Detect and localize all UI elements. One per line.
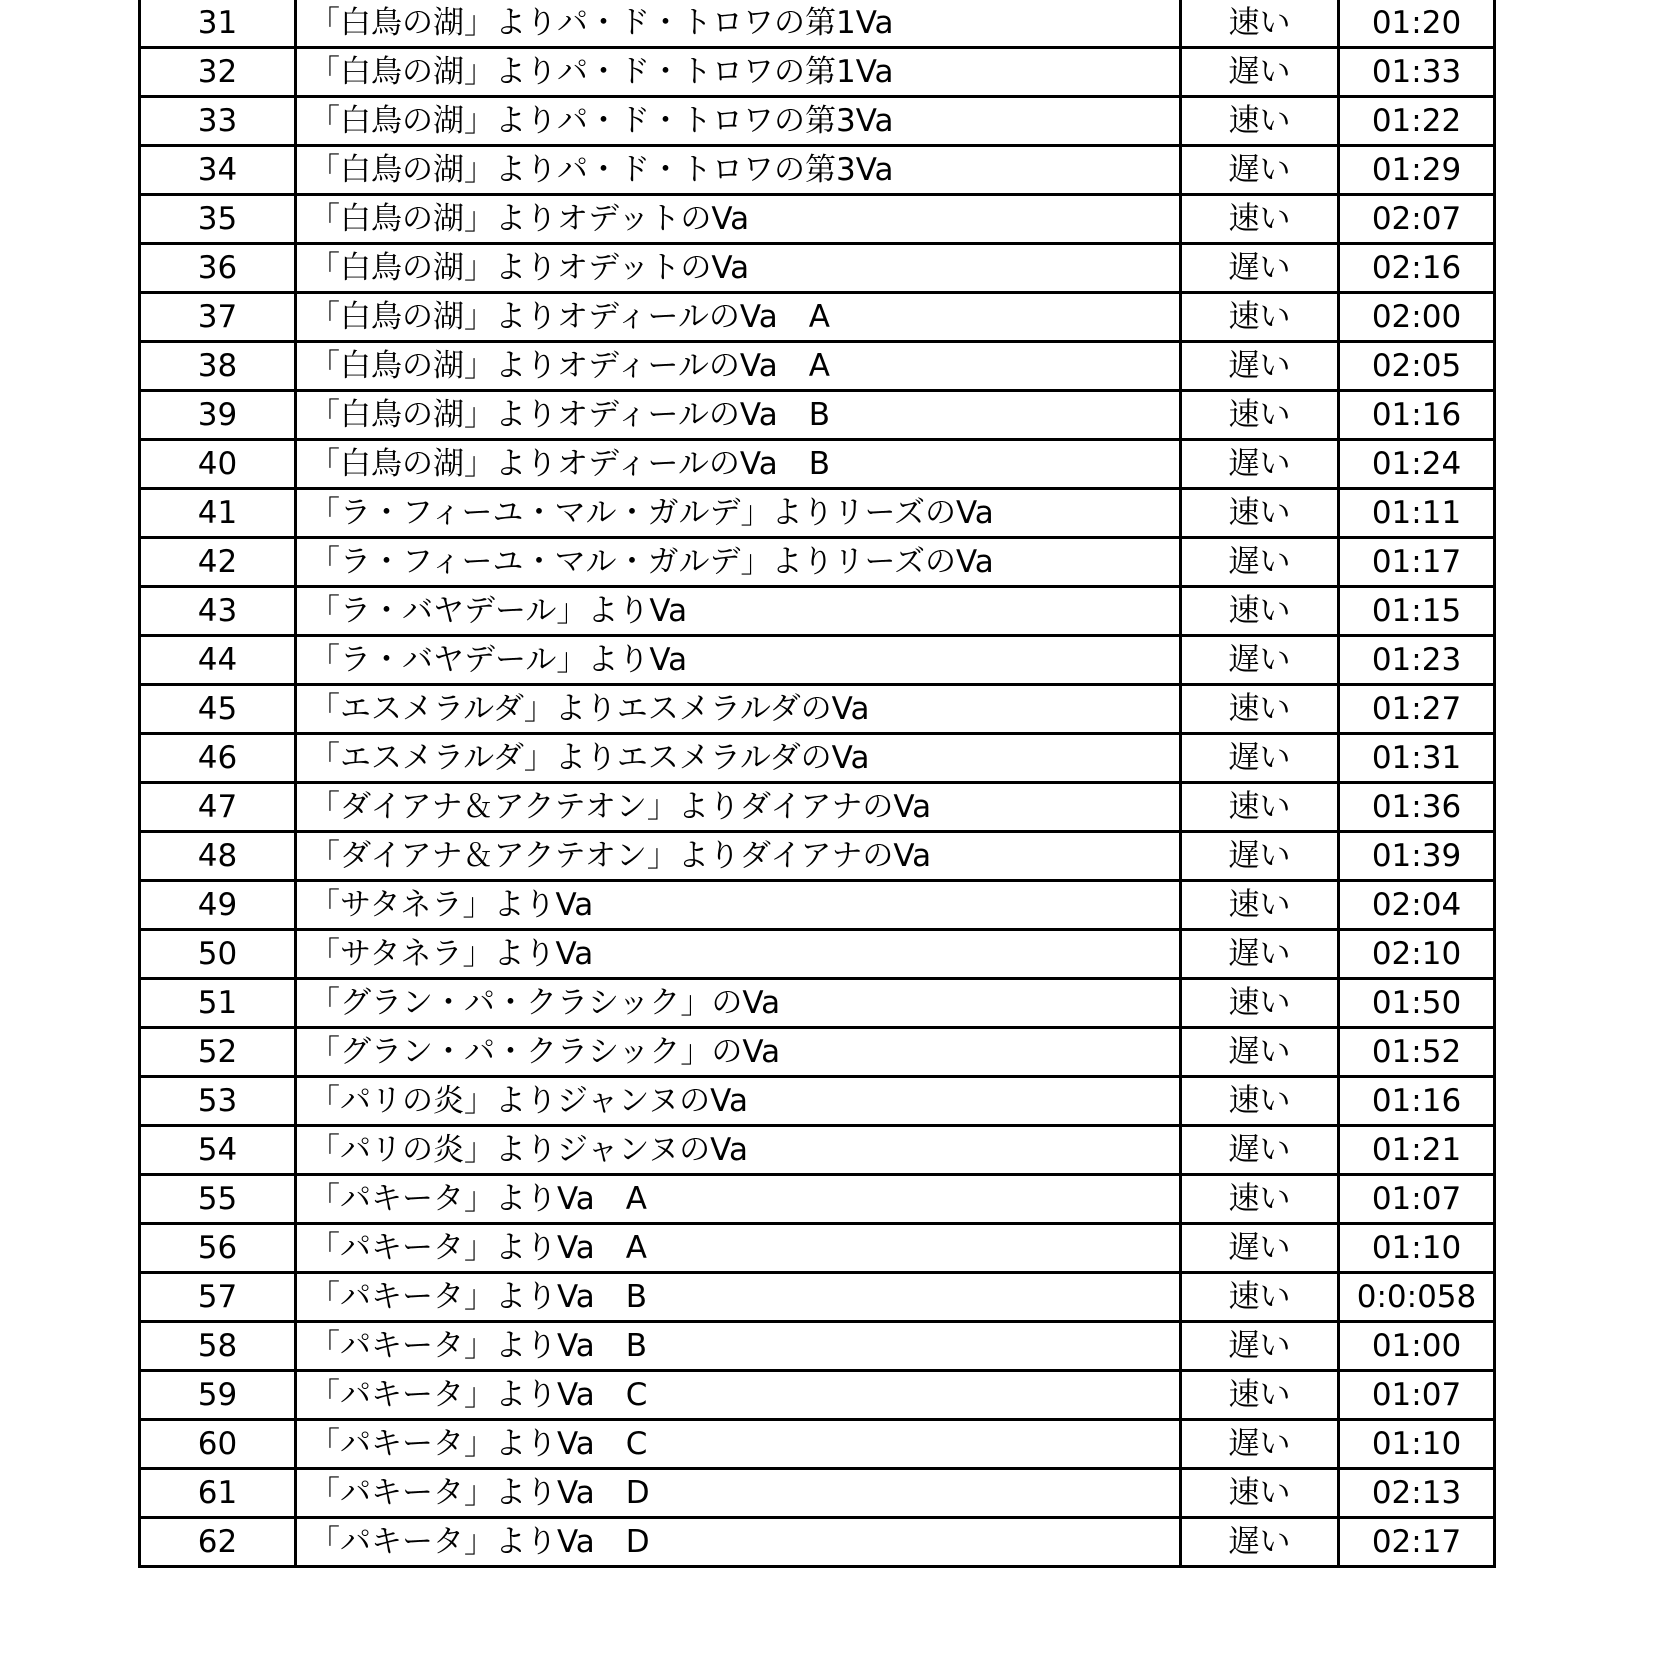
duration: 01:50 xyxy=(1339,979,1495,1028)
table-row xyxy=(140,1420,1495,1469)
duration: 01:07 xyxy=(1339,1371,1495,1420)
duration: 01:20 xyxy=(1339,0,1495,48)
table-row xyxy=(140,1469,1495,1518)
table-row xyxy=(140,636,1495,685)
duration: 01:24 xyxy=(1339,440,1495,489)
track-title: 「グラン・パ・クラシック」のVa xyxy=(296,979,1181,1028)
track-title: 「ラ・バヤデール」よりVa xyxy=(296,636,1181,685)
table-row xyxy=(140,0,1495,48)
track-title: 「ダイアナ＆アクテオン」よりダイアナのVa xyxy=(296,832,1181,881)
table-row xyxy=(140,1518,1495,1567)
track-title: 「ラ・バヤデール」よりVa xyxy=(296,587,1181,636)
table-row xyxy=(140,146,1495,195)
tempo-label: 遅い xyxy=(1181,440,1339,489)
track-number: 40 xyxy=(140,440,296,489)
table-row xyxy=(140,48,1495,97)
table-row xyxy=(140,293,1495,342)
table-row xyxy=(140,538,1495,587)
track-number: 36 xyxy=(140,244,296,293)
tempo-label: 速い xyxy=(1181,293,1339,342)
table-row xyxy=(140,832,1495,881)
table-row xyxy=(140,1126,1495,1175)
track-number: 38 xyxy=(140,342,296,391)
track-title: 「パキータ」よりVa D xyxy=(296,1469,1181,1518)
table-row xyxy=(140,1028,1495,1077)
track-table xyxy=(138,0,1496,1568)
table-row xyxy=(140,391,1495,440)
tempo-label: 速い xyxy=(1181,783,1339,832)
duration: 01:16 xyxy=(1339,391,1495,440)
table-row xyxy=(140,783,1495,832)
table-row xyxy=(140,1175,1495,1224)
duration: 01:36 xyxy=(1339,783,1495,832)
duration: 01:23 xyxy=(1339,636,1495,685)
table-row xyxy=(140,440,1495,489)
duration: 01:15 xyxy=(1339,587,1495,636)
tempo-label: 速い xyxy=(1181,587,1339,636)
track-number: 34 xyxy=(140,146,296,195)
tempo-label: 遅い xyxy=(1181,1126,1339,1175)
tempo-label: 速い xyxy=(1181,1077,1339,1126)
tempo-label: 速い xyxy=(1181,979,1339,1028)
track-number: 51 xyxy=(140,979,296,1028)
tempo-label: 遅い xyxy=(1181,48,1339,97)
track-title: 「サタネラ」よりVa xyxy=(296,881,1181,930)
track-title: 「ダイアナ＆アクテオン」よりダイアナのVa xyxy=(296,783,1181,832)
duration: 01:52 xyxy=(1339,1028,1495,1077)
tempo-label: 遅い xyxy=(1181,1322,1339,1371)
tempo-label: 遅い xyxy=(1181,636,1339,685)
tempo-label: 遅い xyxy=(1181,832,1339,881)
tempo-label: 遅い xyxy=(1181,1224,1339,1273)
track-number: 56 xyxy=(140,1224,296,1273)
duration: 02:07 xyxy=(1339,195,1495,244)
track-number: 37 xyxy=(140,293,296,342)
track-title: 「エスメラルダ」よりエスメラルダのVa xyxy=(296,734,1181,783)
duration: 01:29 xyxy=(1339,146,1495,195)
track-title: 「パキータ」よりVa A xyxy=(296,1224,1181,1273)
track-title: 「パキータ」よりVa B xyxy=(296,1322,1181,1371)
table-row xyxy=(140,1273,1495,1322)
track-table-body xyxy=(140,0,1495,1567)
track-number: 52 xyxy=(140,1028,296,1077)
track-number: 61 xyxy=(140,1469,296,1518)
duration: 0:0:058 xyxy=(1339,1273,1495,1322)
track-title: 「グラン・パ・クラシック」のVa xyxy=(296,1028,1181,1077)
duration: 01:17 xyxy=(1339,538,1495,587)
duration: 01:31 xyxy=(1339,734,1495,783)
table-row xyxy=(140,195,1495,244)
tempo-label: 速い xyxy=(1181,489,1339,538)
table-row xyxy=(140,1224,1495,1273)
track-number: 41 xyxy=(140,489,296,538)
track-number: 47 xyxy=(140,783,296,832)
duration: 01:21 xyxy=(1339,1126,1495,1175)
track-title: 「パキータ」よりVa B xyxy=(296,1273,1181,1322)
tempo-label: 速い xyxy=(1181,1175,1339,1224)
table-row xyxy=(140,734,1495,783)
track-number: 48 xyxy=(140,832,296,881)
tempo-label: 速い xyxy=(1181,97,1339,146)
tempo-label: 遅い xyxy=(1181,734,1339,783)
track-number: 46 xyxy=(140,734,296,783)
track-number: 42 xyxy=(140,538,296,587)
tempo-label: 遅い xyxy=(1181,930,1339,979)
tempo-label: 遅い xyxy=(1181,1518,1339,1567)
track-title: 「白鳥の湖」よりオデットのVa xyxy=(296,244,1181,293)
track-number: 49 xyxy=(140,881,296,930)
track-number: 54 xyxy=(140,1126,296,1175)
track-number: 35 xyxy=(140,195,296,244)
track-title: 「パキータ」よりVa C xyxy=(296,1371,1181,1420)
track-title: 「パリの炎」よりジャンヌのVa xyxy=(296,1126,1181,1175)
track-number: 32 xyxy=(140,48,296,97)
track-title: 「パリの炎」よりジャンヌのVa xyxy=(296,1077,1181,1126)
duration: 01:00 xyxy=(1339,1322,1495,1371)
track-title: 「白鳥の湖」よりパ・ド・トロワの第1Va xyxy=(296,48,1181,97)
duration: 02:16 xyxy=(1339,244,1495,293)
tempo-label: 速い xyxy=(1181,1273,1339,1322)
track-title: 「白鳥の湖」よりオデットのVa xyxy=(296,195,1181,244)
duration: 02:13 xyxy=(1339,1469,1495,1518)
duration: 02:10 xyxy=(1339,930,1495,979)
duration: 01:11 xyxy=(1339,489,1495,538)
track-number: 39 xyxy=(140,391,296,440)
duration: 01:07 xyxy=(1339,1175,1495,1224)
duration: 02:17 xyxy=(1339,1518,1495,1567)
track-title: 「白鳥の湖」よりパ・ド・トロワの第3Va xyxy=(296,97,1181,146)
tempo-label: 速い xyxy=(1181,195,1339,244)
track-number: 33 xyxy=(140,97,296,146)
duration: 01:33 xyxy=(1339,48,1495,97)
track-title: 「エスメラルダ」よりエスメラルダのVa xyxy=(296,685,1181,734)
track-number: 57 xyxy=(140,1273,296,1322)
table-row xyxy=(140,1077,1495,1126)
track-title: 「白鳥の湖」よりパ・ド・トロワの第1Va xyxy=(296,0,1181,48)
table-row xyxy=(140,685,1495,734)
track-number: 44 xyxy=(140,636,296,685)
table-row xyxy=(140,1371,1495,1420)
track-title: 「パキータ」よりVa A xyxy=(296,1175,1181,1224)
tempo-label: 遅い xyxy=(1181,1028,1339,1077)
track-number: 62 xyxy=(140,1518,296,1567)
duration: 02:05 xyxy=(1339,342,1495,391)
track-title: 「白鳥の湖」よりオディールのVa B xyxy=(296,440,1181,489)
tempo-label: 速い xyxy=(1181,881,1339,930)
duration: 01:27 xyxy=(1339,685,1495,734)
table-row xyxy=(140,881,1495,930)
table-row xyxy=(140,489,1495,538)
tempo-label: 遅い xyxy=(1181,1420,1339,1469)
track-title: 「白鳥の湖」よりパ・ド・トロワの第3Va xyxy=(296,146,1181,195)
track-title: 「サタネラ」よりVa xyxy=(296,930,1181,979)
track-number: 60 xyxy=(140,1420,296,1469)
track-title: 「白鳥の湖」よりオディールのVa A xyxy=(296,342,1181,391)
tempo-label: 速い xyxy=(1181,391,1339,440)
track-number: 31 xyxy=(140,0,296,48)
duration: 01:10 xyxy=(1339,1224,1495,1273)
track-number: 45 xyxy=(140,685,296,734)
duration: 01:16 xyxy=(1339,1077,1495,1126)
track-title: 「ラ・フィーユ・マル・ガルデ」よりリーズのVa xyxy=(296,489,1181,538)
track-title: 「ラ・フィーユ・マル・ガルデ」よりリーズのVa xyxy=(296,538,1181,587)
track-number: 58 xyxy=(140,1322,296,1371)
track-number: 43 xyxy=(140,587,296,636)
track-title: 「パキータ」よりVa D xyxy=(296,1518,1181,1567)
tempo-label: 遅い xyxy=(1181,244,1339,293)
tempo-label: 速い xyxy=(1181,685,1339,734)
table-row xyxy=(140,244,1495,293)
track-number: 59 xyxy=(140,1371,296,1420)
duration: 02:00 xyxy=(1339,293,1495,342)
table-row xyxy=(140,1322,1495,1371)
tempo-label: 遅い xyxy=(1181,538,1339,587)
table-row xyxy=(140,97,1495,146)
duration: 02:04 xyxy=(1339,881,1495,930)
table-row xyxy=(140,587,1495,636)
track-title: 「パキータ」よりVa C xyxy=(296,1420,1181,1469)
table-row xyxy=(140,342,1495,391)
table-row xyxy=(140,979,1495,1028)
tempo-label: 速い xyxy=(1181,1371,1339,1420)
table-row xyxy=(140,930,1495,979)
duration: 01:39 xyxy=(1339,832,1495,881)
track-number: 55 xyxy=(140,1175,296,1224)
duration: 01:22 xyxy=(1339,97,1495,146)
track-title: 「白鳥の湖」よりオディールのVa A xyxy=(296,293,1181,342)
tempo-label: 速い xyxy=(1181,0,1339,48)
track-number: 50 xyxy=(140,930,296,979)
tempo-label: 速い xyxy=(1181,1469,1339,1518)
track-number: 53 xyxy=(140,1077,296,1126)
tempo-label: 遅い xyxy=(1181,146,1339,195)
duration: 01:10 xyxy=(1339,1420,1495,1469)
tempo-label: 遅い xyxy=(1181,342,1339,391)
track-title: 「白鳥の湖」よりオディールのVa B xyxy=(296,391,1181,440)
